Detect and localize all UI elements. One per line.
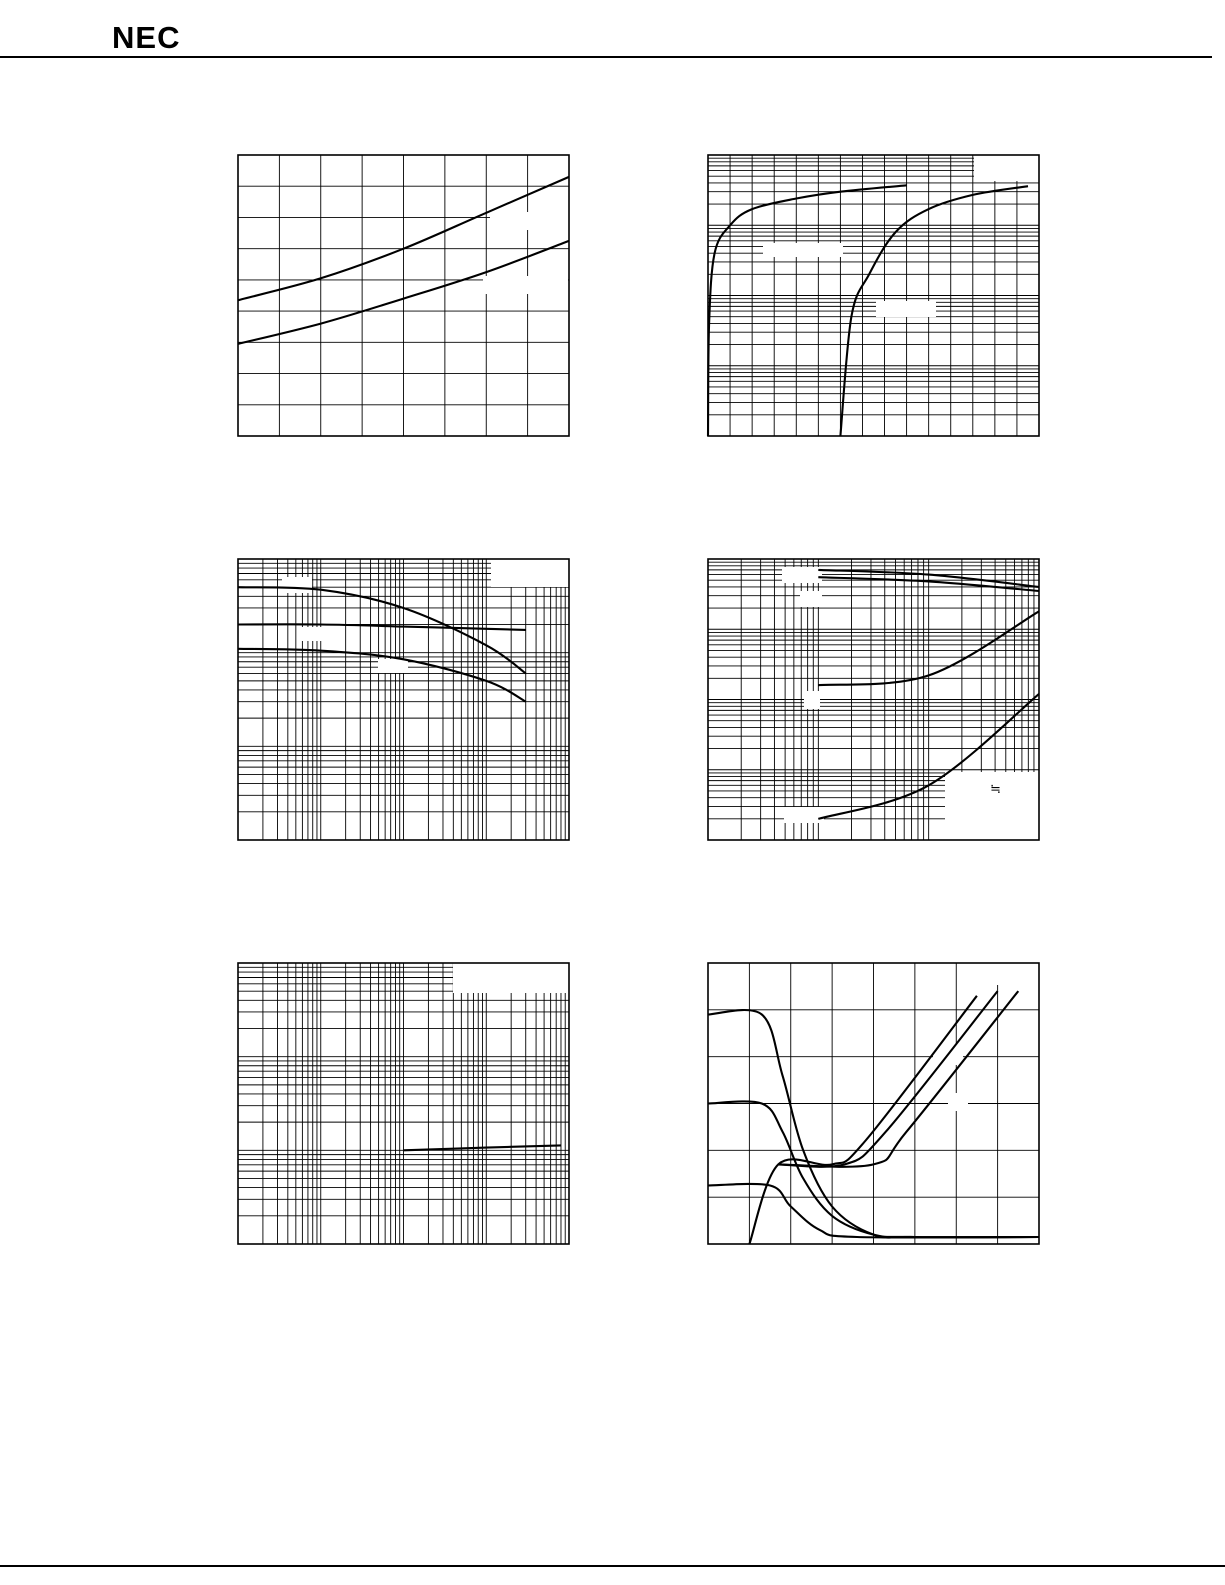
label-box [282,577,312,593]
chart-middle-left [238,559,569,840]
chart-bottom-left [238,963,569,1244]
label-box [453,963,569,993]
label-box [804,691,820,709]
label-box [876,301,936,317]
label-box [491,559,569,587]
label-box [483,276,568,294]
footer-rule [0,1565,1225,1567]
series-line-4 [749,996,977,1244]
label-box [298,627,328,641]
chart-top-right [708,155,1039,436]
chart-bottom-right [708,963,1039,1244]
label-box [378,659,408,673]
label-box [763,243,843,257]
header-rule [0,56,1212,58]
label-box [958,963,1039,985]
chart-top-left [238,155,569,436]
grid-lines [238,155,569,436]
label-box [784,807,824,823]
annotation-text: ≒ [990,782,1001,797]
series-line-5 [778,991,997,1167]
chart-middle-right [708,559,1039,840]
grid-lines [238,559,569,840]
label-box [782,567,822,583]
label-box [948,1093,968,1111]
series-line-6 [778,991,1018,1167]
grid-lines [238,963,569,1244]
grid-lines [708,155,1039,436]
label-box [800,591,822,607]
nec-logo: NEC [112,20,181,55]
label-box [490,212,570,230]
label-box [974,155,1039,181]
